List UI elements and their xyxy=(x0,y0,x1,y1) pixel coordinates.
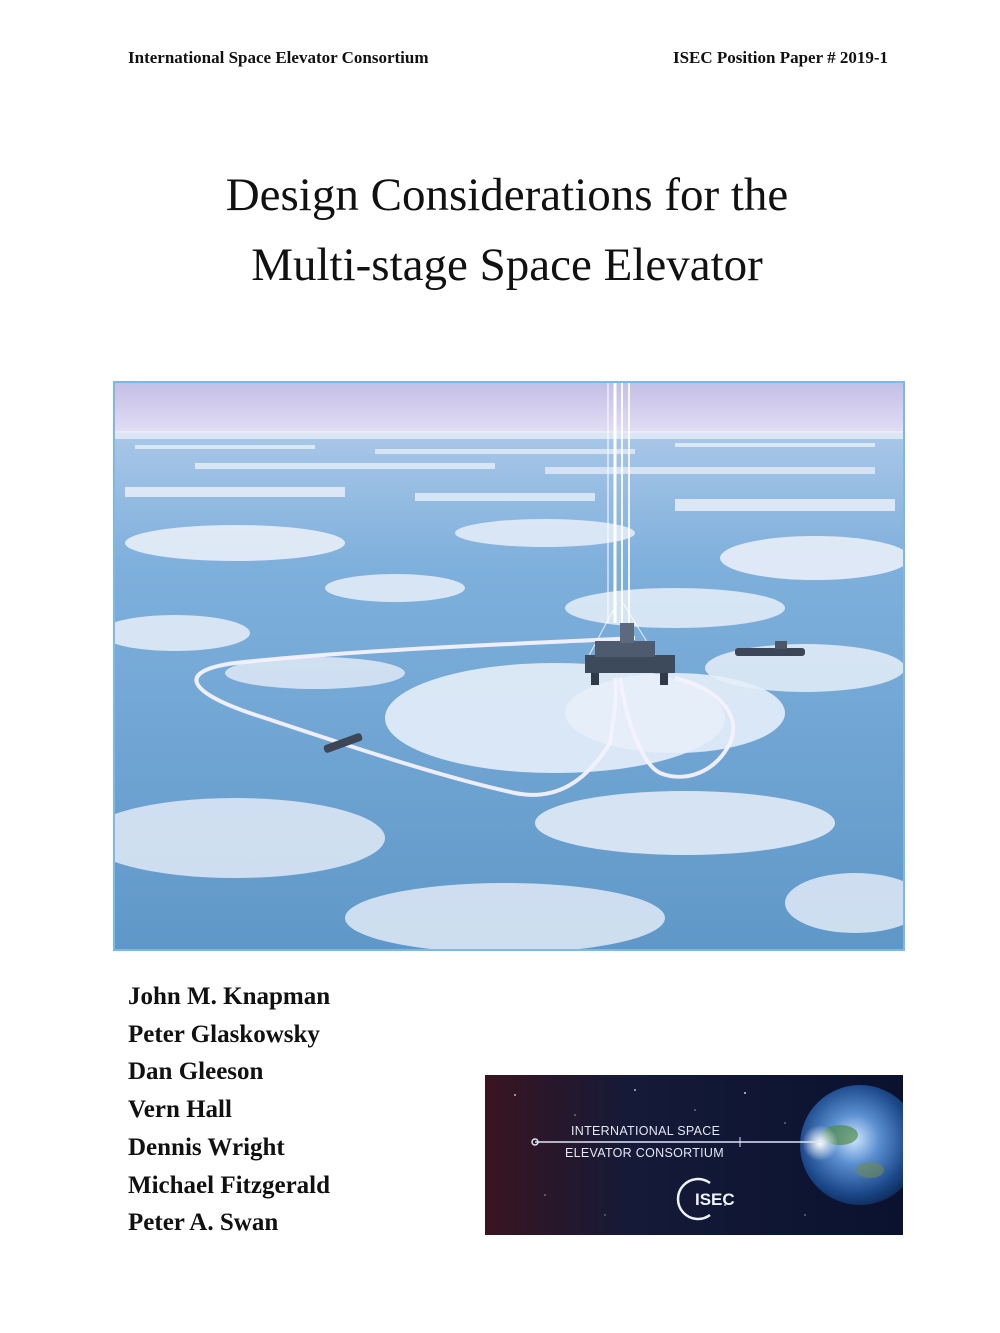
title-line-1: Design Considerations for the xyxy=(225,169,789,221)
header-organization: International Space Elevator Consortium xyxy=(128,48,429,67)
logo-line-1: INTERNATIONAL SPACE xyxy=(571,1124,721,1138)
document-title xyxy=(100,160,914,300)
author-name: Dan Gleeson xyxy=(128,1058,264,1086)
title-line-2: Multi-stage Space Elevator xyxy=(251,239,763,291)
author-name: Michael Fitzgerald xyxy=(128,1171,331,1199)
header-paper-id: ISEC Position Paper # 2019-1 xyxy=(672,48,888,67)
cover-illustration xyxy=(113,381,905,951)
logo-line-2: ELEVATOR CONSORTIUM xyxy=(565,1146,724,1160)
author-name: Peter A. Swan xyxy=(128,1209,279,1237)
author-name: Peter Glaskowsky xyxy=(128,1020,320,1048)
logo-acronym: ISEC xyxy=(695,1190,735,1209)
author-name: John M. Knapman xyxy=(128,983,331,1010)
isec-logo xyxy=(485,1075,903,1235)
author-name: Vern Hall xyxy=(128,1096,232,1124)
author-list xyxy=(128,978,330,1242)
author-name: Dennis Wright xyxy=(128,1133,285,1161)
